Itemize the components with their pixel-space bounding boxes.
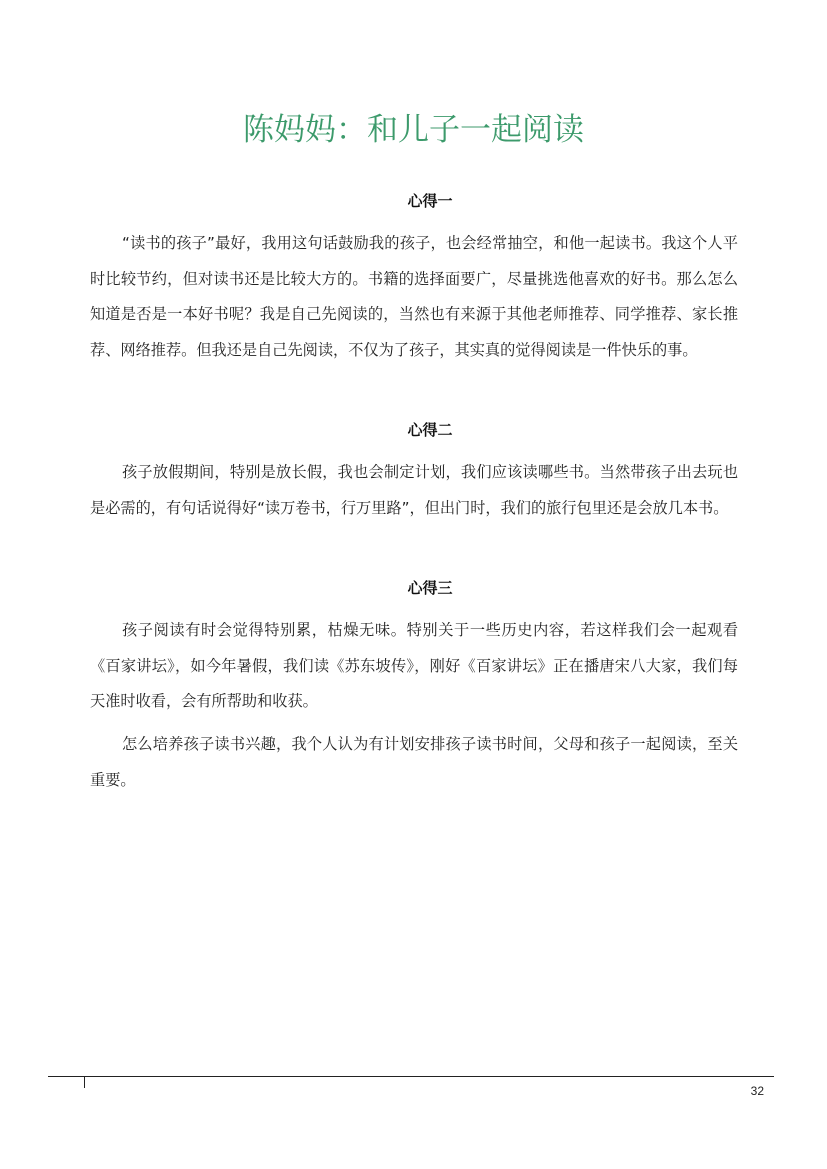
section-heading-2: 心得二: [407, 421, 453, 439]
page-number: 32: [750, 1084, 764, 1098]
section-3-paragraph-1: 孩子阅读有时会觉得特别累，枯燥无味。特别关于一些历史内容，若这样我们会一起观看《百家讲坛》，如今年暑假，我们读《苏东坡传》，刚好《百家讲坛》正在播唐宋八大家，我们每天准时收看，会有所帮助和收获。: [90, 621, 738, 710]
section-heading-3: 心得三: [407, 579, 453, 597]
section-1-paragraph: “读书的孩子”最好，我用这句话鼓励我的孩子，也会经常抽空，和他一起读书。我这个人平时比较节约，但对读书还是比较大方的。书籍的选择面要广，尽量挑选他喜欢的好书。那么怎么知道是否是一本好书呢？我是自己先阅读的，当然也有来源于其他老师推荐、同学推荐、家长推荐、网络推荐。但我还是自己先阅读，不仅为了孩子，其实真的觉得阅读是一件快乐的事。: [90, 234, 738, 359]
footer-rule: [48, 1076, 774, 1077]
footer-tick-mark: [84, 1077, 85, 1088]
page-title: 陈妈妈：和儿子一起阅读: [243, 112, 584, 148]
section-2-paragraph: 孩子放假期间，特别是放长假，我也会制定计划，我们应该读哪些书。当然带孩子出去玩也是必需的，有句话说得好“读万卷书，行万里路”，但出门时，我们的旅行包里还是会放几本书。: [90, 463, 738, 517]
section-3-paragraph-2: 怎么培养孩子读书兴趣，我个人认为有计划安排孩子读书时间，父母和孩子一起阅读，至关重要。: [90, 735, 738, 789]
section-heading-1: 心得一: [407, 192, 453, 210]
